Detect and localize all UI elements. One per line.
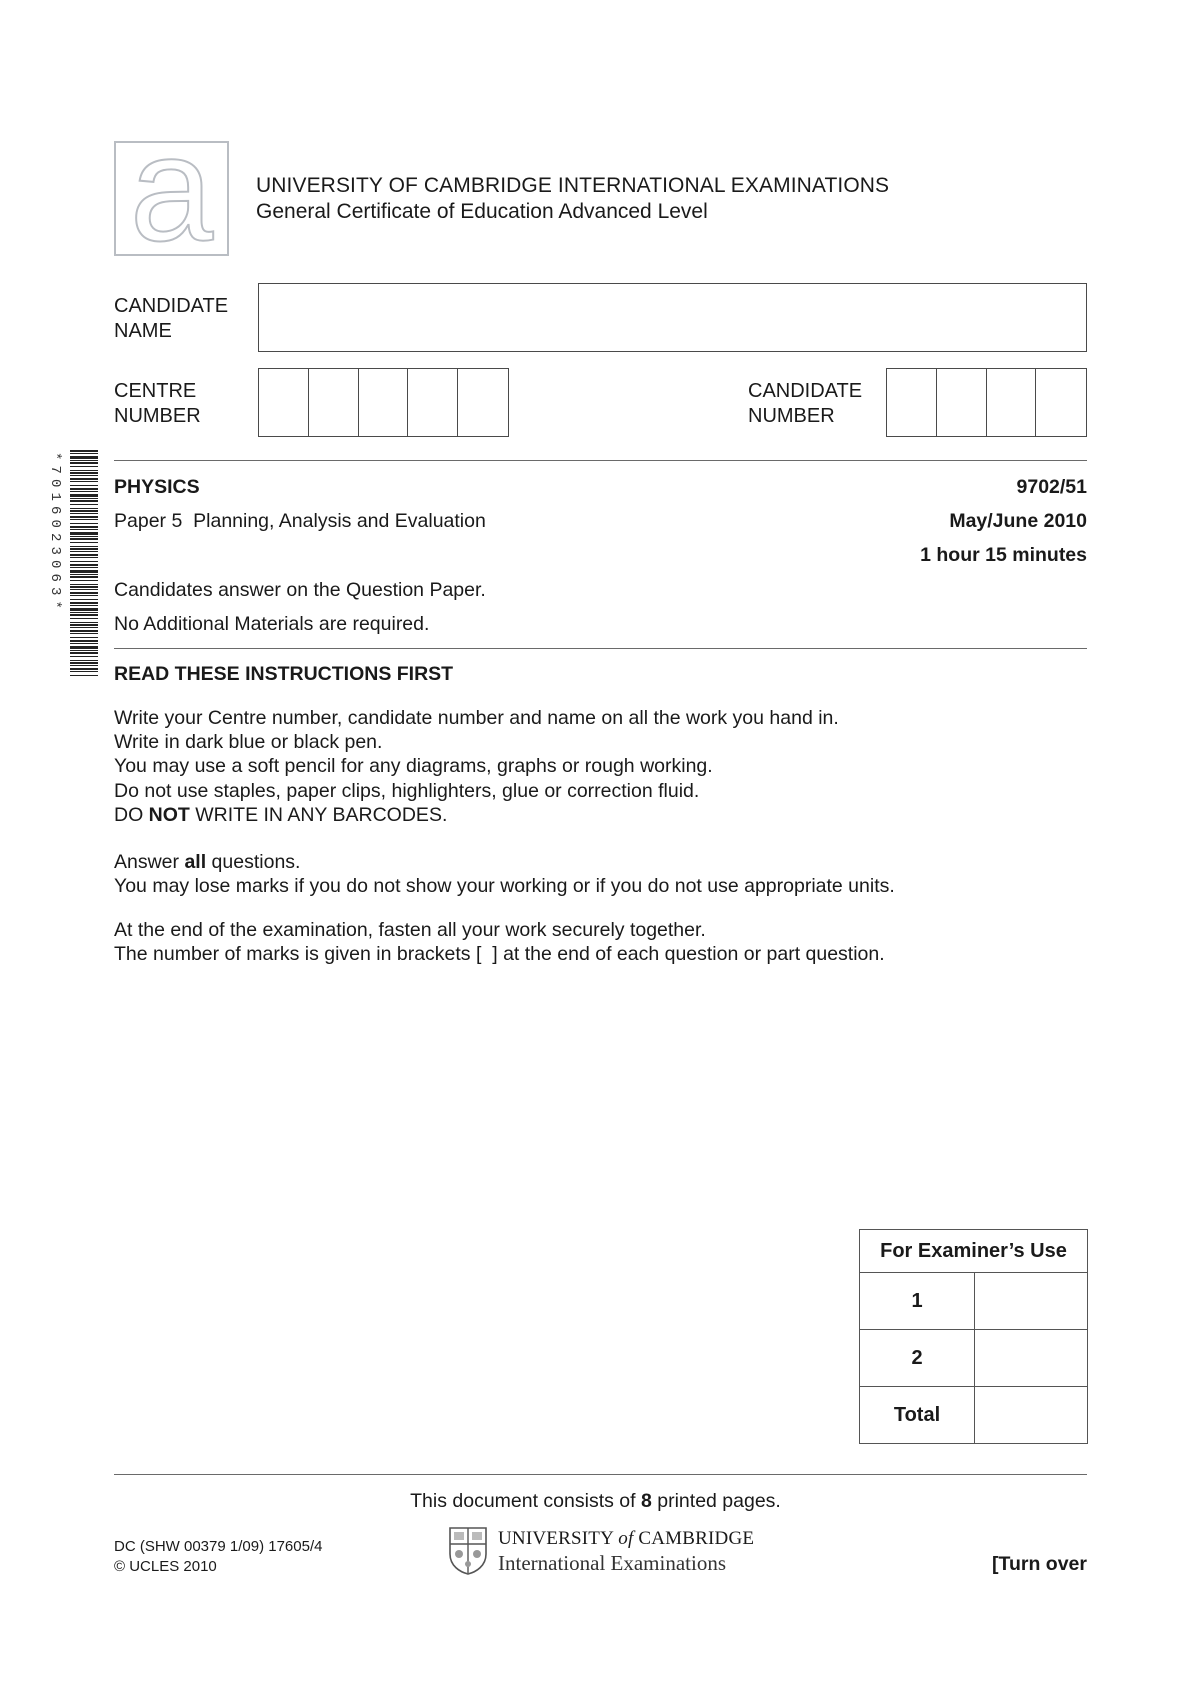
barcode-bar bbox=[70, 491, 98, 492]
barcode-bar bbox=[70, 494, 98, 497]
barcode-bar bbox=[70, 574, 98, 575]
divider bbox=[114, 1474, 1087, 1475]
barcode-bar bbox=[70, 599, 98, 600]
barcode-bar bbox=[70, 538, 98, 540]
barcode-bar bbox=[70, 472, 98, 474]
candidate-number-digit-box[interactable] bbox=[887, 369, 937, 436]
letter-a-logo-icon: a bbox=[114, 141, 229, 256]
barcode-bar bbox=[70, 618, 98, 619]
barcode-bar bbox=[70, 462, 98, 464]
barcode-bar bbox=[70, 656, 98, 657]
barcode-bar bbox=[70, 671, 98, 672]
barcode-bar bbox=[70, 675, 98, 676]
barcode-bar bbox=[70, 608, 98, 611]
international-examinations-wordmark: International Examinations bbox=[498, 1551, 727, 1575]
barcode-bar bbox=[70, 536, 98, 537]
materials-note: No Additional Materials are required. bbox=[114, 613, 430, 635]
barcode-bar bbox=[70, 519, 98, 520]
barcode-bar bbox=[70, 595, 98, 596]
instructions-block-2: Answer all questions. You may lose marks if you do not show your working or if you do not use appropriate units. bbox=[114, 851, 895, 898]
barcode-bar bbox=[70, 500, 98, 502]
barcode-bar bbox=[70, 602, 98, 604]
barcode-bar bbox=[70, 529, 98, 530]
barcode-bar bbox=[70, 665, 98, 666]
barcode-bar bbox=[70, 532, 98, 535]
turn-over-note: [Turn over bbox=[992, 1553, 1087, 1575]
page-count-note: This document consists of 8 printed pages. bbox=[410, 1490, 781, 1512]
barcode-bar bbox=[70, 643, 98, 644]
total-label: Total bbox=[860, 1387, 975, 1444]
question-number: 1 bbox=[860, 1273, 975, 1330]
barcode-bar bbox=[70, 580, 98, 581]
centre-number-field[interactable] bbox=[258, 368, 509, 437]
barcode-bar bbox=[70, 605, 98, 606]
barcode-text: *7016023063* bbox=[47, 452, 63, 615]
divider bbox=[114, 648, 1087, 649]
barcode-bar bbox=[70, 650, 98, 651]
candidate-name-field[interactable] bbox=[258, 283, 1087, 352]
barcode-bar bbox=[70, 662, 98, 664]
barcode-bar bbox=[70, 450, 98, 452]
barcode-bar bbox=[70, 624, 98, 626]
barcode-bar bbox=[70, 488, 98, 490]
barcode-bar bbox=[70, 453, 98, 454]
barcode-bar bbox=[70, 542, 98, 543]
barcode-bar bbox=[70, 612, 98, 613]
duration: 1 hour 15 minutes bbox=[920, 544, 1087, 566]
centre-number-digit-box[interactable] bbox=[458, 369, 508, 436]
barcode-bar bbox=[70, 652, 98, 654]
mark-cell[interactable] bbox=[975, 1273, 1088, 1330]
barcode-bar bbox=[70, 633, 98, 634]
barcode-bar bbox=[70, 567, 98, 568]
barcode-bar bbox=[70, 478, 98, 480]
candidate-number-digit-box[interactable] bbox=[1036, 369, 1086, 436]
centre-number-digit-box[interactable] bbox=[359, 369, 409, 436]
barcode-bar bbox=[70, 586, 98, 588]
barcode-bar bbox=[70, 637, 98, 638]
barcode-bar bbox=[70, 466, 98, 467]
barcode-bar bbox=[70, 584, 98, 585]
barcode-bar bbox=[70, 640, 98, 642]
university-wordmark: UNIVERSITY of CAMBRIDGE bbox=[498, 1528, 755, 1549]
centre-number-digit-box[interactable] bbox=[259, 369, 309, 436]
examiner-use-table bbox=[859, 1229, 1088, 1444]
exam-board-name: UNIVERSITY OF CAMBRIDGE INTERNATIONAL EXAMINATIONS bbox=[256, 174, 890, 197]
barcode-bar bbox=[70, 592, 98, 594]
barcode-bar bbox=[70, 460, 98, 461]
mark-cell[interactable] bbox=[975, 1330, 1088, 1387]
candidate-number-digit-box[interactable] bbox=[937, 369, 987, 436]
examiner-table-heading: For Examiner’s Use bbox=[860, 1230, 1088, 1273]
barcode-bar bbox=[70, 589, 98, 590]
barcode-bar bbox=[70, 557, 98, 558]
candidate-number-field[interactable] bbox=[886, 368, 1087, 437]
barcode-bar bbox=[70, 546, 98, 547]
barcode-bar bbox=[70, 523, 98, 524]
candidate-number-label: CANDIDATE NUMBER bbox=[748, 380, 863, 427]
barcode-bar bbox=[70, 548, 98, 550]
instructions-heading: READ THESE INSTRUCTIONS FIRST bbox=[114, 663, 454, 685]
centre-number-digit-box[interactable] bbox=[408, 369, 458, 436]
barcode-bar bbox=[70, 526, 98, 528]
paper-title: Paper 5 Planning, Analysis and Evaluation bbox=[114, 510, 486, 532]
paper-code: 9702/51 bbox=[1016, 476, 1087, 498]
barcode-bar bbox=[70, 630, 98, 632]
barcode-bar bbox=[70, 498, 98, 499]
barcode-bar bbox=[70, 668, 98, 670]
subject: PHYSICS bbox=[114, 476, 200, 498]
barcode-icon bbox=[47, 448, 98, 680]
divider bbox=[114, 460, 1087, 461]
instructions-block-3: At the end of the examination, fasten all your work securely together. The number of marks is given in brackets [ ] at the end of each question or part question. bbox=[114, 919, 885, 966]
barcode-bar bbox=[70, 504, 98, 505]
candidate-number-digit-box[interactable] bbox=[987, 369, 1037, 436]
qualification-name: General Certificate of Education Advanced Level bbox=[256, 200, 708, 223]
barcode-bar bbox=[70, 561, 98, 562]
centre-number-label: CENTRE NUMBER bbox=[114, 380, 201, 427]
barcode-bar bbox=[70, 510, 98, 512]
barcode-bar bbox=[70, 614, 98, 616]
barcode-bar bbox=[70, 485, 98, 486]
question-number: 2 bbox=[860, 1330, 975, 1387]
barcode-bar bbox=[70, 570, 98, 573]
barcode-bar bbox=[70, 622, 98, 623]
cambridge-crest-icon bbox=[448, 1526, 488, 1575]
barcode-bar bbox=[70, 470, 98, 471]
instructions-block-1: Write your Centre number, candidate number and name on all the work you hand in. Write in dark blue or black pen. You may use a soft pencil for any diagrams, graphs or rough working. Do not use staples, paper clips, highlighters, glue or correction fluid. DO NOT WRITE IN ANY BARCODES. bbox=[114, 707, 839, 826]
barcode-bar bbox=[70, 481, 98, 482]
total-mark-cell[interactable] bbox=[975, 1387, 1088, 1444]
barcode-bar bbox=[70, 551, 98, 552]
session: May/June 2010 bbox=[949, 510, 1087, 532]
barcode-bar bbox=[70, 513, 98, 514]
candidate-name-label: CANDIDATE NAME bbox=[114, 295, 229, 342]
barcode-bar bbox=[70, 576, 98, 578]
barcode-bar bbox=[70, 456, 98, 459]
barcode-bar bbox=[70, 660, 98, 661]
barcode-bar bbox=[70, 627, 98, 628]
answer-instruction: Candidates answer on the Question Paper. bbox=[114, 579, 486, 601]
barcode-bar bbox=[70, 564, 98, 566]
barcode-bar bbox=[70, 508, 98, 509]
centre-number-digit-box[interactable] bbox=[309, 369, 359, 436]
barcode-bar bbox=[70, 554, 98, 556]
document-reference: DC (SHW 00379 1/09) 17605/4 © UCLES 2010 bbox=[114, 1538, 323, 1575]
barcode-bar bbox=[70, 646, 98, 649]
barcode-bar bbox=[70, 516, 98, 518]
barcode-bar bbox=[70, 475, 98, 476]
